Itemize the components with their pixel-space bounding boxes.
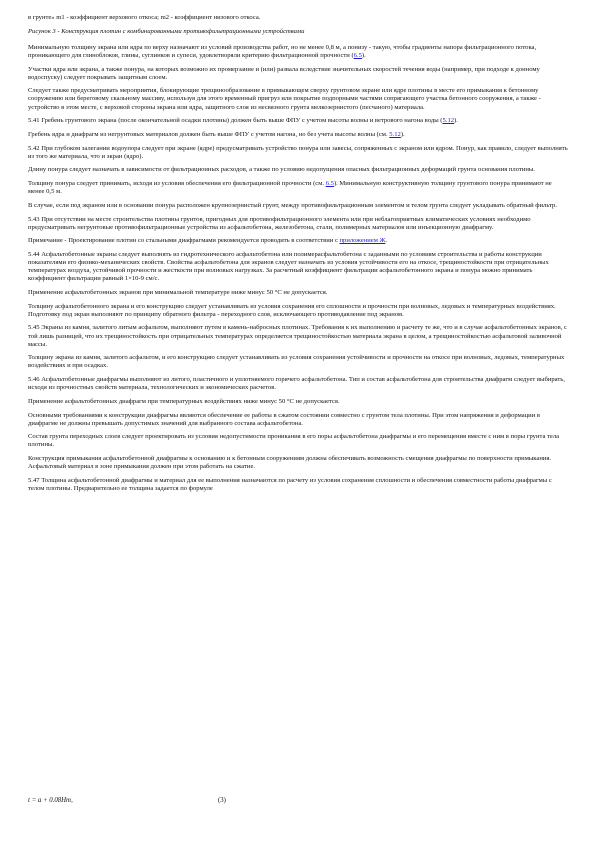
paragraph-5-46: 5.46 Асфальтобетонные диафрагмы выполняют из литого, пластичного и уплотняемого горячего асфальтобетона. Тип и состав асфальтобетона для строительства диафрагм следует выбирать, исходя из прочностных свойств материала, технологических и экономических расчетов.: [28, 376, 565, 392]
note: Примечание - Проектирование плотин со стальными диафрагмами рекомендуется проводить в соответствии с приложением Ж.: [28, 237, 388, 245]
figure-caption: Рисунок 3 - Конструкция плотин с комбинированными противофильтрационными устройствами: [28, 27, 305, 35]
paragraph-5-45: 5.45 Экраны из камня, залитого литым асфальтом, выполняют путем в камень-набросных плотинах. Требования к их выполнению и расчету те же, что и в случае асфальтобетонных экранов, с той лишь разницей, что их трещиностойкость при отрицательных температурах определяется трещиностойкостью материала экрана в целом, а трещиностойкостью асфальтовой заливочной массы.: [28, 324, 567, 348]
section-link[interactable]: 5.12: [389, 130, 401, 138]
paragraph-5-42: 5.42 При глубоком залегании водоупора следует при экране (ядре) предусматривать устройство понура или завесы, сопряженных с экраном или ядром. Понур, как правило, следует выполнять из того же материала, что и экран (ядро).: [28, 144, 568, 160]
paragraph-5-41: 5.41 Гребень грунтового экрана (после окончательной осадки плотины) должен быть выше ФПУ с учетом высоты волны и ветрового нагона воды (5.12).: [28, 117, 458, 125]
paragraph: Конструкция примыкания асфальтобетонной диафрагмы к основанию и к бетонным сооружениям должна обеспечивать возможность смещения диафрагмы по поверхности примыкания. Асфальтовый материал в зоне примыкания должен при этом работать на сжатие.: [28, 455, 552, 471]
paragraph: Гребень ядра и диафрагм из негрунтовых материалов должен быть выше ФПУ с учетом нагона, но без учета высоты волны (см. 5.12).: [28, 130, 405, 138]
formula-expression: t = a + 0.08Hт,: [28, 797, 73, 804]
formula: [28, 797, 226, 804]
paragraph: Минимальную толщину экрана или ядра по верху назначают из условий производства работ, но не менее 0,8 м, а понизу - такую, чтобы градиенты напора фильтрационного потока, проникающего для глиноблоков, глины, суглинков и супеси, удовлетворяли критерию фильтрационной прочности (6.5).: [28, 43, 537, 59]
paragraph: Применение асфальтобетонных экранов при минимальной температуре ниже минус 50 °С не допускается.: [28, 288, 328, 296]
paragraph: В случае, если под экраном или в основании понура расположен крупнозернистый грунт, между противофильтрационным элементом и телом грунта следует укладывать обратный фильтр.: [28, 201, 558, 209]
paragraph: Толщину асфальтобетонного экрана и его конструкцию следует устанавливать из условия сохранения его сплошности и прочности при волновых, ледовых и температурных воздействиях. Подготовку под экран выполняют по принципу обратного фильтра - переходного слоя, исключающего противодавление под экраном.: [28, 302, 556, 318]
section-link[interactable]: 5.12: [442, 117, 455, 125]
section-link[interactable]: 6.5: [353, 51, 362, 59]
paragraph: Толщину экрана из камня, залитого асфальтом, и его конструкцию следует устанавливать из условия сохранения устойчивости и прочности на откосе при волновых, ледовых, температурных воздействиях и при осадках.: [28, 354, 565, 370]
paragraph: Участки ядра или экрана, а также понура, на которых возможно их промерзание и (или) развала вследствие значительных скоростей течения воды (например, при подходе к донному водоспуску) следует покрывать защитным слоем.: [28, 65, 540, 81]
paragraph-5-44: 5.44 Асфальтобетонные экраны следует выполнять из гидротехнического асфальтобетона или полимерасфальтобетона с заданными по условиям строительства и работы конструкции показателями его физико-механических свойств. Свойства асфальтобетона для экранов следует назначать из условия устойчивости его на откосе, трещиностойкости при отрицательных температурах воздуха, устойчивой прочности и жесткости при волновых нагрузках. За расчетный коэффициент фильтрации асфальтобетонного экрана и понура можно принимать коэффициент фильтрации равный 1×10-9 см/с.: [28, 251, 549, 283]
paragraph: Применение асфальтобетонных диафрагм при температурных воздействиях ниже минус 50 °С не допускается.: [28, 397, 340, 405]
paragraph: Состав грунта переходных слоев следует проектировать из условия недопустимости проникания в его поры асфальтобетона диафрагмы и его перемещения вместе с ним в поры грунта тела плотины.: [28, 433, 560, 449]
paragraph-5-47: 5.47 Толщина асфальтобетонной диафрагмы и материал для ее выполнения назначаются по расчету из условия сохранения сплошности и обеспечения совместности работы диафрагмы с телом плотины. Предварительно ее толщина задается по формуле: [28, 476, 552, 492]
formula-number: (3): [218, 797, 226, 804]
section-link[interactable]: 6.5: [325, 180, 334, 188]
appendix-link[interactable]: приложением Ж: [339, 237, 386, 245]
paragraph: Основными требованиями к конструкции диафрагмы являются обеспечение ее работы в сжатом состоянии совместно с грунтом тела плотины. При этом напряжения и деформации в диафрагме не должны превышать допустимых значений для выбранного состава асфальтобетона.: [28, 411, 541, 427]
paragraph: Толщину понура следует принимать, исходя из условия обеспечения его фильтрационной прочности (см. 6.5). Минимальную конструктивную толщину грунтового понура принимают не менее 0,5 м.: [28, 180, 552, 196]
paragraph: Следует также предусматривать мероприятия, блокирующие трещинообразование в примыкающем сверху грунтовом экране или ядре плотины в месте его примыкания к бетонному сооружению или береговому скальному массиву, используя для этого временный пригруз или покрытие подпорными частями сопрягающего участка бетонного сооружения, а также - устройство в этом месте, с верховой стороны экрана или ядра, защитного слоя из несвязного грунта мелкозернистого (песчаного) материала.: [28, 87, 541, 111]
paragraph-5-43: 5.43 При отсутствии на месте строительства плотины грунтов, пригодных для противофильтрационного элемента или при неблагоприятных климатических условиях необходимо предусматривать негрунтовые противофильтрационные устройства из асфальтобетона, железобетона, стали, полимерных материалов или инъекционную диафрагму.: [28, 215, 531, 231]
paragraph-intro: в грунте» m1 - коэффициент верхового откоса; m2 - коэффициент низового откоса.: [28, 14, 261, 21]
paragraph: Длину понура следует назначать в зависимости от фильтрационных расходов, а также по условию недопущения опасных фильтрационных деформаций грунта основания плотины.: [28, 166, 535, 174]
